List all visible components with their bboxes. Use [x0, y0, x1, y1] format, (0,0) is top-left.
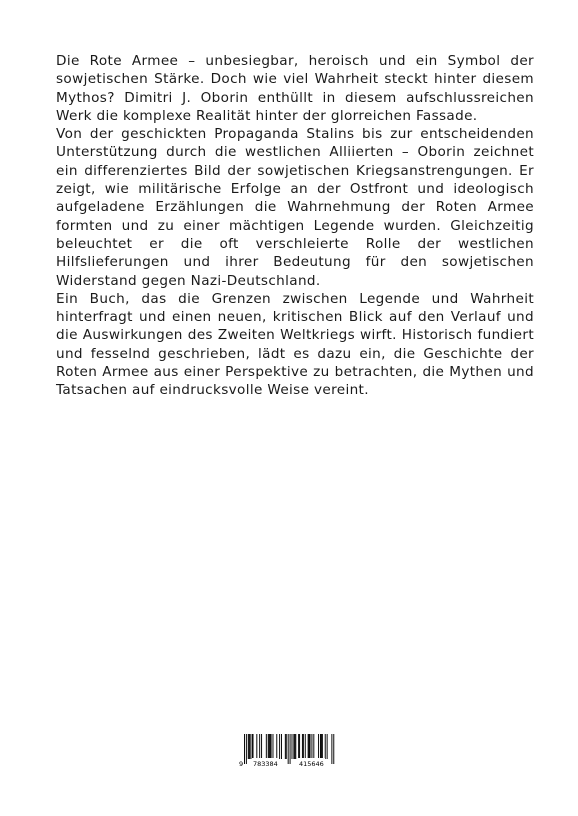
barcode-bar — [268, 734, 269, 759]
barcode-bar — [270, 734, 271, 759]
blurb-paragraph-1: Die Rote Armee – unbesiegbar, heroisch und ein Symbol der sowjetischen Stärke. Doch wie viel Wahrheit steckt hinter diesem Mythos? Dimitri J. Oborin enthüllt in diesem aufschlussreichen Werk die komplexe Realität hinter der glorreichen Fassade. — [56, 53, 534, 124]
barcode-bar — [279, 734, 280, 759]
barcode-bar — [266, 734, 267, 759]
barcode-first-digit: 9 — [239, 760, 244, 768]
barcode-bar — [325, 734, 326, 759]
barcode-bar — [285, 734, 286, 759]
blurb-paragraph-2: Von der geschickten Propaganda Stalins bis zur entscheidenden Unterstützung durch die westlichen Alliierten – Oborin zeichnet ein differenziertes Bild der sowjetischen Kriegsanstrengungen. Er zeigt, wie militärische Erfolge an der Ostfront und ideologisch aufgeladene Erzählungen die Wahrnehmung der Roten Armee formten und zu einer mächtigen Legende wurden. Gleichzeitig beleuchtet er die oft verschleierte Rolle der westlichen Hilfslieferungen und ihrer Bedeutung für den sowjetischen Widerstand gegen Nazi-Deutschland. — [56, 126, 534, 289]
barcode-bar — [248, 734, 249, 759]
barcode-bar — [299, 734, 300, 759]
barcode-bar — [249, 734, 250, 759]
barcode-bar — [322, 734, 323, 759]
barcode-bar — [250, 734, 251, 759]
barcode-bar — [308, 734, 309, 759]
barcode-right-group: 415646 — [299, 760, 324, 768]
barcode-bar — [310, 734, 311, 759]
barcode-bar — [292, 734, 293, 759]
barcode-bar — [320, 734, 321, 759]
barcode-bar — [271, 734, 272, 759]
barcode-bar — [286, 734, 287, 759]
blurb-paragraph-3: Ein Buch, das die Grenzen zwischen Legende und Wahrheit hinterfragt und einen neuen, kritischen Blick auf den Verlauf und die Auswirkungen des Zweiten Weltkriegs wirft. Historisch fundiert und fesselnd geschrieben, lädt es dazu ein, die Geschichte der Roten Armee aus einer Perspektive zu betrachten, die Mythen und Tatsachen auf eindrucksvolle Weise vereint. — [56, 290, 534, 399]
barcode-bar — [261, 734, 262, 759]
barcode-digits — [238, 758, 338, 770]
barcode-bar — [281, 734, 282, 759]
barcode-bar — [327, 734, 328, 759]
barcode-bar — [309, 734, 310, 759]
barcode-bar — [259, 734, 260, 759]
barcode-bar — [303, 734, 304, 759]
barcode-bar — [276, 734, 277, 759]
barcode-bar — [273, 734, 274, 759]
blurb-text — [56, 52, 534, 400]
barcode-bar — [294, 734, 295, 759]
barcode-bar — [252, 734, 253, 759]
barcode-bar — [295, 734, 296, 759]
barcode-bar — [293, 734, 294, 759]
barcode-bar — [269, 734, 270, 759]
barcode-left-group: 783384 — [253, 760, 278, 768]
barcode-bar — [298, 734, 299, 759]
barcode-bar — [253, 734, 254, 759]
barcode-bar — [318, 734, 319, 759]
isbn-barcode — [238, 734, 338, 774]
barcode-bar — [305, 734, 306, 759]
barcode-bar — [311, 734, 312, 759]
barcode-bar — [302, 734, 303, 759]
barcode-bar — [321, 734, 322, 759]
barcode-bar — [256, 734, 257, 759]
barcode-bar — [313, 734, 314, 759]
